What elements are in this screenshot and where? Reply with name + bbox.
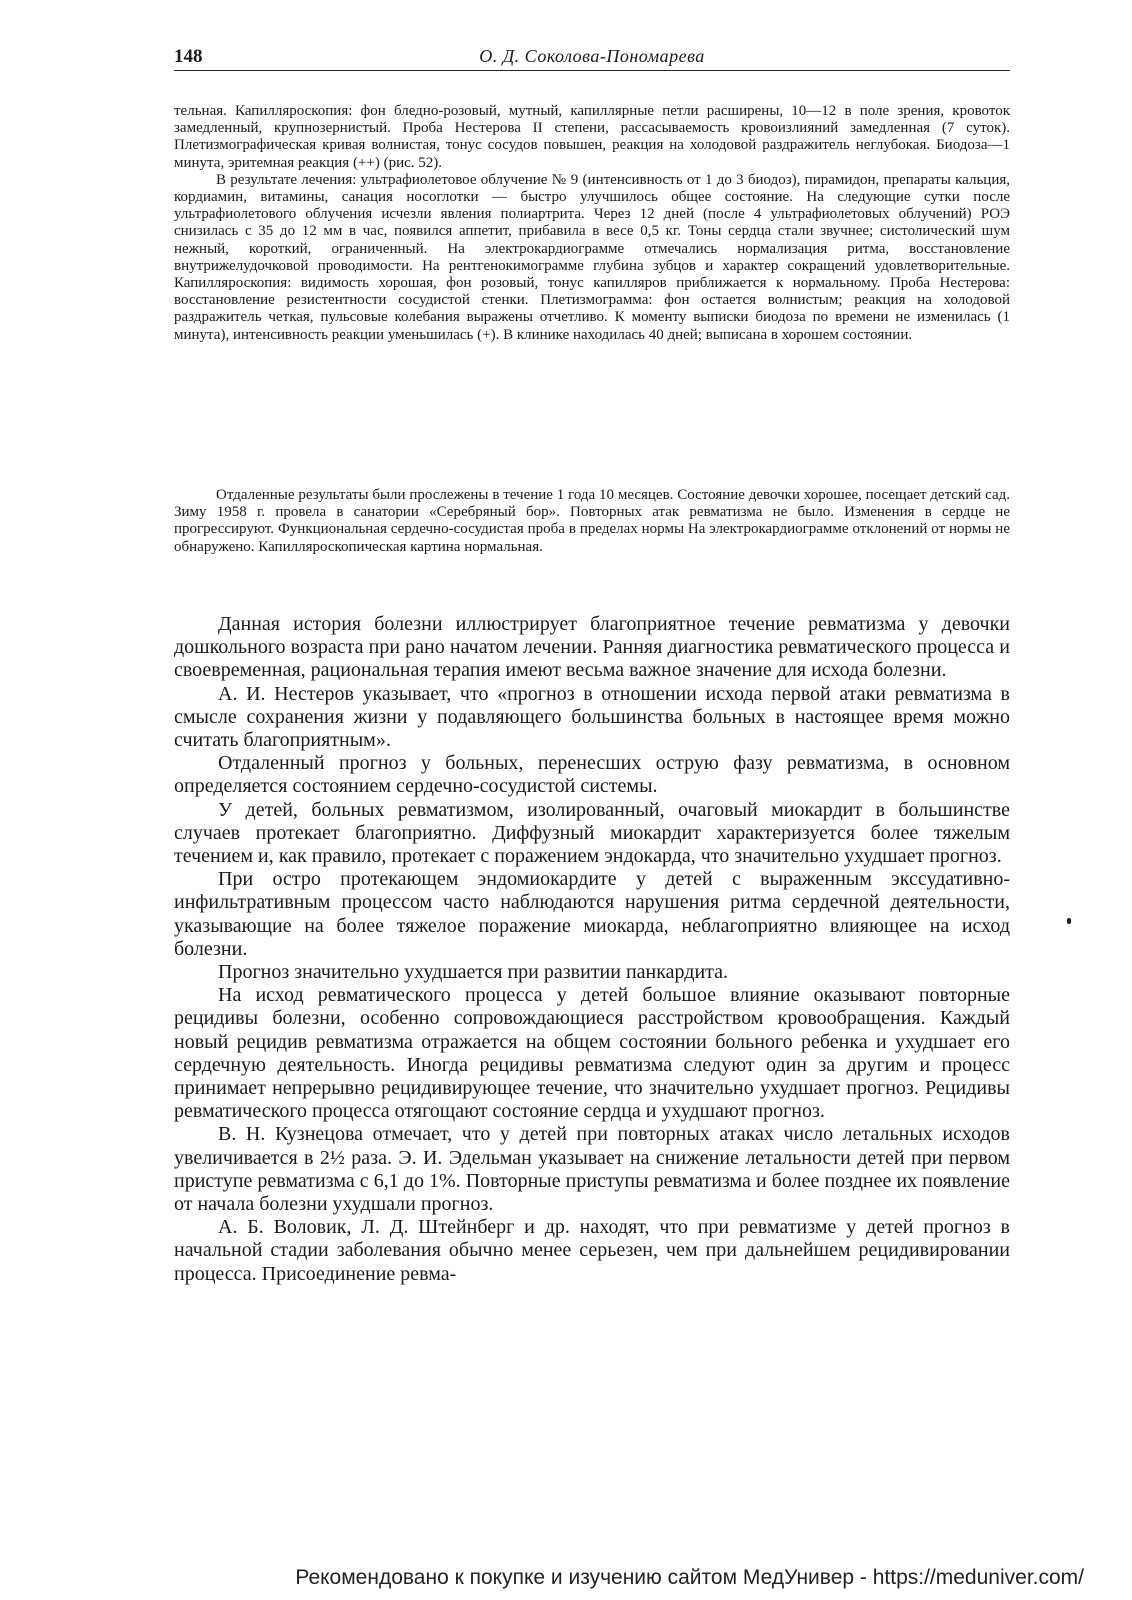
running-head: О. Д. Соколова-Пономарева xyxy=(479,46,705,66)
body-paragraph: У детей, больных ревматизмом, изолированный, очаговый миокардит в большинстве случаев протекает благоприятно. Диффузный миокардит характеризуется более тяжелым течением и, как правило, протекает с поражением эндокарда, что значительно ухудшает прогноз. xyxy=(174,798,1010,868)
page-number: 148 xyxy=(174,46,203,67)
page-header xyxy=(174,44,1010,71)
body-paragraph: При остро протекающем эндомиокардите у детей с выраженным экссудативно-инфильтративным процессом часто наблюдаются нарушения ритма сердечной деятельности, указывающие на более тяжелое поражение миокарда, неблагоприятно влияющее на исход болезни. xyxy=(174,868,1010,960)
case-history-text xyxy=(174,103,1010,344)
body-paragraph: Отдаленный прогноз у больных, перенесших острую фазу ревматизма, в основном определяется состоянием сердечно-сосудистой системы. xyxy=(174,752,1010,798)
footer-watermark: Рекомендовано к покупке и изучению сайтом МедУнивер - https://meduniver.com/ xyxy=(295,1566,1084,1589)
case-paragraph: В результате лечения: ультрафиолетовое облучение № 9 (интенсивность от 1 до 3 биодоз), пирамидон, препараты кальция, кордиамин, витамины, санация носоглотки — быстро улучшилось общее состояние. На следующие сутки после ультрафиолетового облучения исчезли явления полиартрита. Через 12 дней (после 4 ультрафиолетовых облучений) РОЭ снизилась с 35 до 12 мм в час, появился аппетит, прибавила в весе 0,5 кг. Тоны сердца стали звучнее; систолический шум нежный, короткий, ограниченный. На электрокардиограмме отмечались нормализация ритма, восстановление внутрижелудочковой проводимости. На рентгенокимограмме глубина зубцов и характер сокращений удовлетворительные. Капилляроскопия: видимость хорошая, фон розовый, тонус капилляров приближается к нормальному. Проба Нестерова: восстановление резистентности сосудистой стенки. Плетизмограмма: фон остается волнистым; реакция на холодовой раздражитель четкая, пульсовые колебания выражены отчетливо. К моменту выписки биодоза по времени не изменилась (1 минута), интенсивность реакции уменьшилась (+). В клинике находилась 40 дней; выписана в хорошем состоянии. xyxy=(174,171,1010,343)
body-paragraph: Данная история болезни иллюстрирует благоприятное течение ревматизма у девочки дошкольного возраста при рано начатом лечении. Ранняя диагностика ревматического процесса и своевременная, рациональная терапия имеют весьма важное значение для исхода болезни. xyxy=(174,613,1010,682)
case-paragraph: тельная. Капилляроскопия: фон бледно-розовый, мутный, капиллярные петли расширены, 10—12 в поле зрения, кровоток замедленный, крупнозернистый. Проба Нестерова II степени, рассасываемость кровоизлияний замедленная (7 суток). Плетизмографическая кривая волнистая, тонус сосудов повышен, реакция на холодовой раздражитель неглубокая. Биодоза—1 минута, эритемная реакция (++) (рис. 52). xyxy=(174,103,1010,171)
body-paragraph: А. Б. Воловик, Л. Д. Штейнберг и др. находят, что при ревматизме у детей прогноз в начальной стадии заболевания обычно менее серьезен, чем при дальнейшем рецидивировании процесса. Присоединение ревма- xyxy=(174,1216,1010,1285)
body-paragraph: Прогноз значительно ухудшается при развитии панкардита. xyxy=(218,961,729,984)
margin-mark xyxy=(1067,918,1071,924)
main-text xyxy=(174,613,1010,1286)
body-paragraph: В. Н. Кузнецова отмечает, что у детей при повторных атаках число летальных исходов увеличивается в 2½ раза. Э. И. Эдельман указывает на снижение летальности детей при первом приступе ревматизма с 6,1 до 1%. Повторные приступы ревматизма и более позднее их появление от начала болезни ухудшали прогноз. xyxy=(174,1123,1010,1216)
body-paragraph: На исход ревматического процесса у детей большое влияние оказывают повторные рецидивы болезни, особенно сопровождающиеся расстройством кровообращения. Каждый новый рецидив ревматизма отражается на общем состоянии больного ребенка и ухудшает его сердечную деятельность. Иногда рецидивы ревматизма следуют один за другим и процесс принимает непрерывно рецидивирующее течение, что значительно ухудшает прогноз. Рецидивы ревматического процесса отягощают состояние сердца и ухудшают прогноз. xyxy=(174,984,1010,1123)
follow-up-text xyxy=(174,487,1010,556)
case-paragraph: Отдаленные результаты были прослежены в течение 1 года 10 месяцев. Состояние девочки хорошее, посещает детский сад. Зиму 1958 г. провела в санатории «Серебряный бор». Повторных атак ревматизма не было. Изменения в сердце не прогрессируют. Функциональная сердечно-сосудистая проба в пределах нормы На электрокардиограмме отклонений от нормы не обнаружено. Капилляроскопическая картина нормальная. xyxy=(174,487,1010,555)
body-paragraph: А. И. Нестеров указывает, что «прогноз в отношении исхода первой атаки ревматизма в смысле сохранения жизни у подавляющего большинства больных в настоящее время можно считать благоприятным». xyxy=(174,682,1010,752)
